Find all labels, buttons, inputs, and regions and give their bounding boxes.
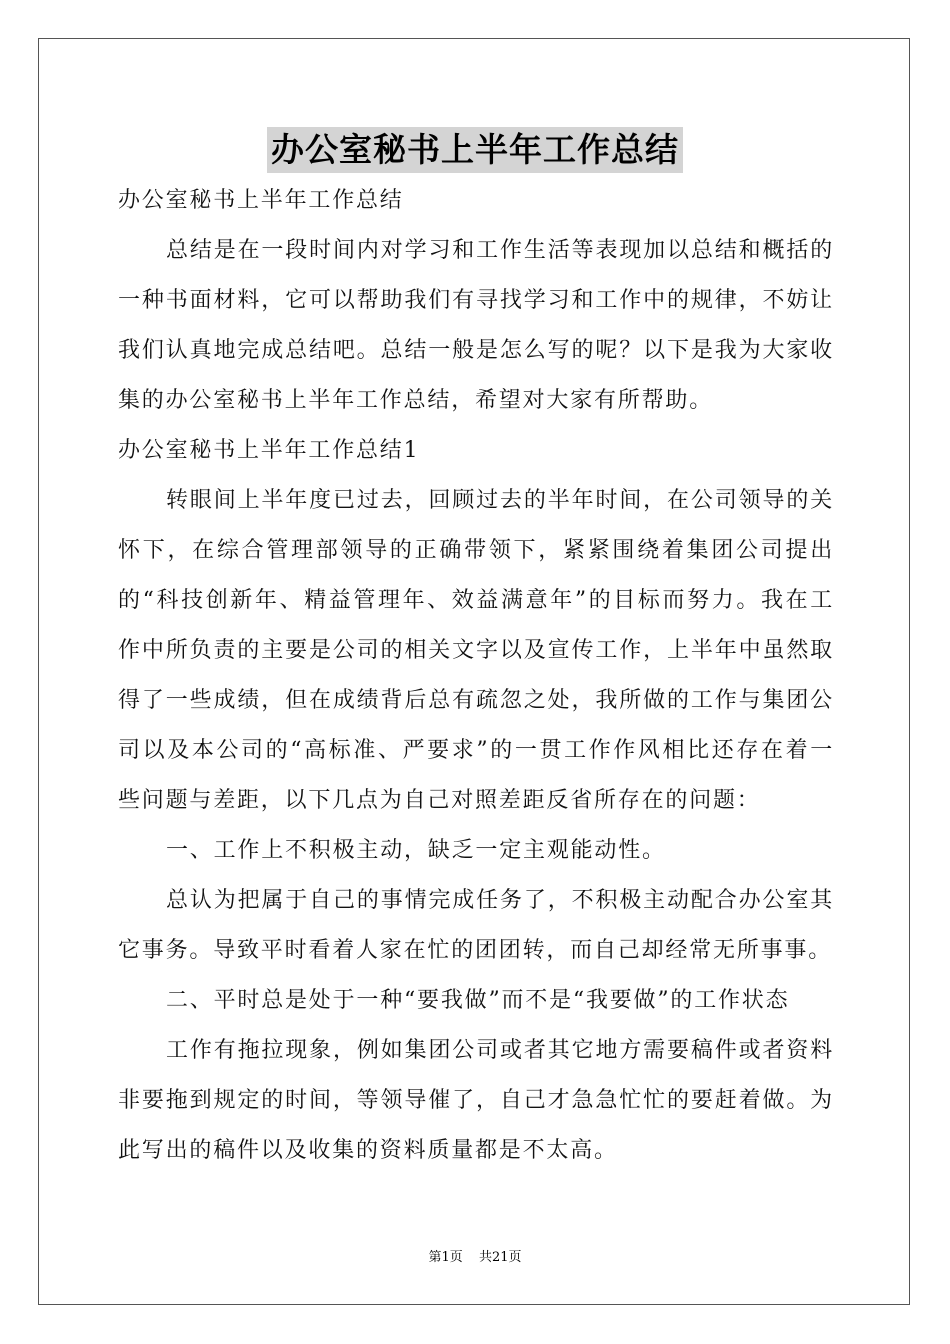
title-container bbox=[0, 127, 950, 173]
page-number: 第1页 bbox=[428, 1250, 463, 1265]
body-paragraph: 转眼间上半年度已过去，回顾过去的半年时间，在公司领导的关怀下，在综合管理部领导的正确带领下，紧紧围绕着集团公司提出的“科技创新年、精益管理年、效益满意年”的目标而努力。我在工作中所负责的主要是公司的相关文字以及宣传工作，上半年中虽然取得了一些成绩，但在成绩背后总有疏忽之处，我所做的工作与集团公司以及本公司的“高标准、严要求”的一贯工作作风相比还存在着一些问题与差距，以下几点为自己对照差距反省所存在的问题： bbox=[118, 488, 834, 813]
body-paragraph: 工作有拖拉现象，例如集团公司或者其它地方需要稿件或者资料非要拖到规定的时间，等领导催了，自己才急急忙忙的要赶着做。为此写出的稿件以及收集的资料质量都是不太高。 bbox=[118, 1038, 834, 1163]
point-heading-2: 二、平时总是处于一种“要我做”而不是“我要做”的工作状态 bbox=[166, 988, 790, 1013]
point-heading-1: 一、工作上不积极主动，缺乏一定主观能动性。 bbox=[166, 838, 666, 863]
intro-paragraph: 总结是在一段时间内对学习和工作生活等表现加以总结和概括的一种书面材料，它可以帮助我们有寻找学习和工作中的规律，不妨让我们认真地完成总结吧。总结一般是怎么写的呢？以下是我为大家收集的办公室秘书上半年工作总结，希望对大家有所帮助。 bbox=[118, 238, 834, 413]
document-body bbox=[118, 176, 834, 1176]
document-title: 办公室秘书上半年工作总结 bbox=[267, 127, 683, 173]
body-paragraph: 总认为把属于自己的事情完成任务了，不积极主动配合办公室其它事务。导致平时看着人家在忙的团团转，而自己却经常无所事事。 bbox=[118, 888, 834, 963]
page-total: 共21页 bbox=[478, 1250, 522, 1265]
subtitle-paragraph: 办公室秘书上半年工作总结 bbox=[118, 188, 404, 213]
section-heading: 办公室秘书上半年工作总结1 bbox=[118, 438, 420, 463]
page-footer bbox=[0, 1246, 950, 1265]
